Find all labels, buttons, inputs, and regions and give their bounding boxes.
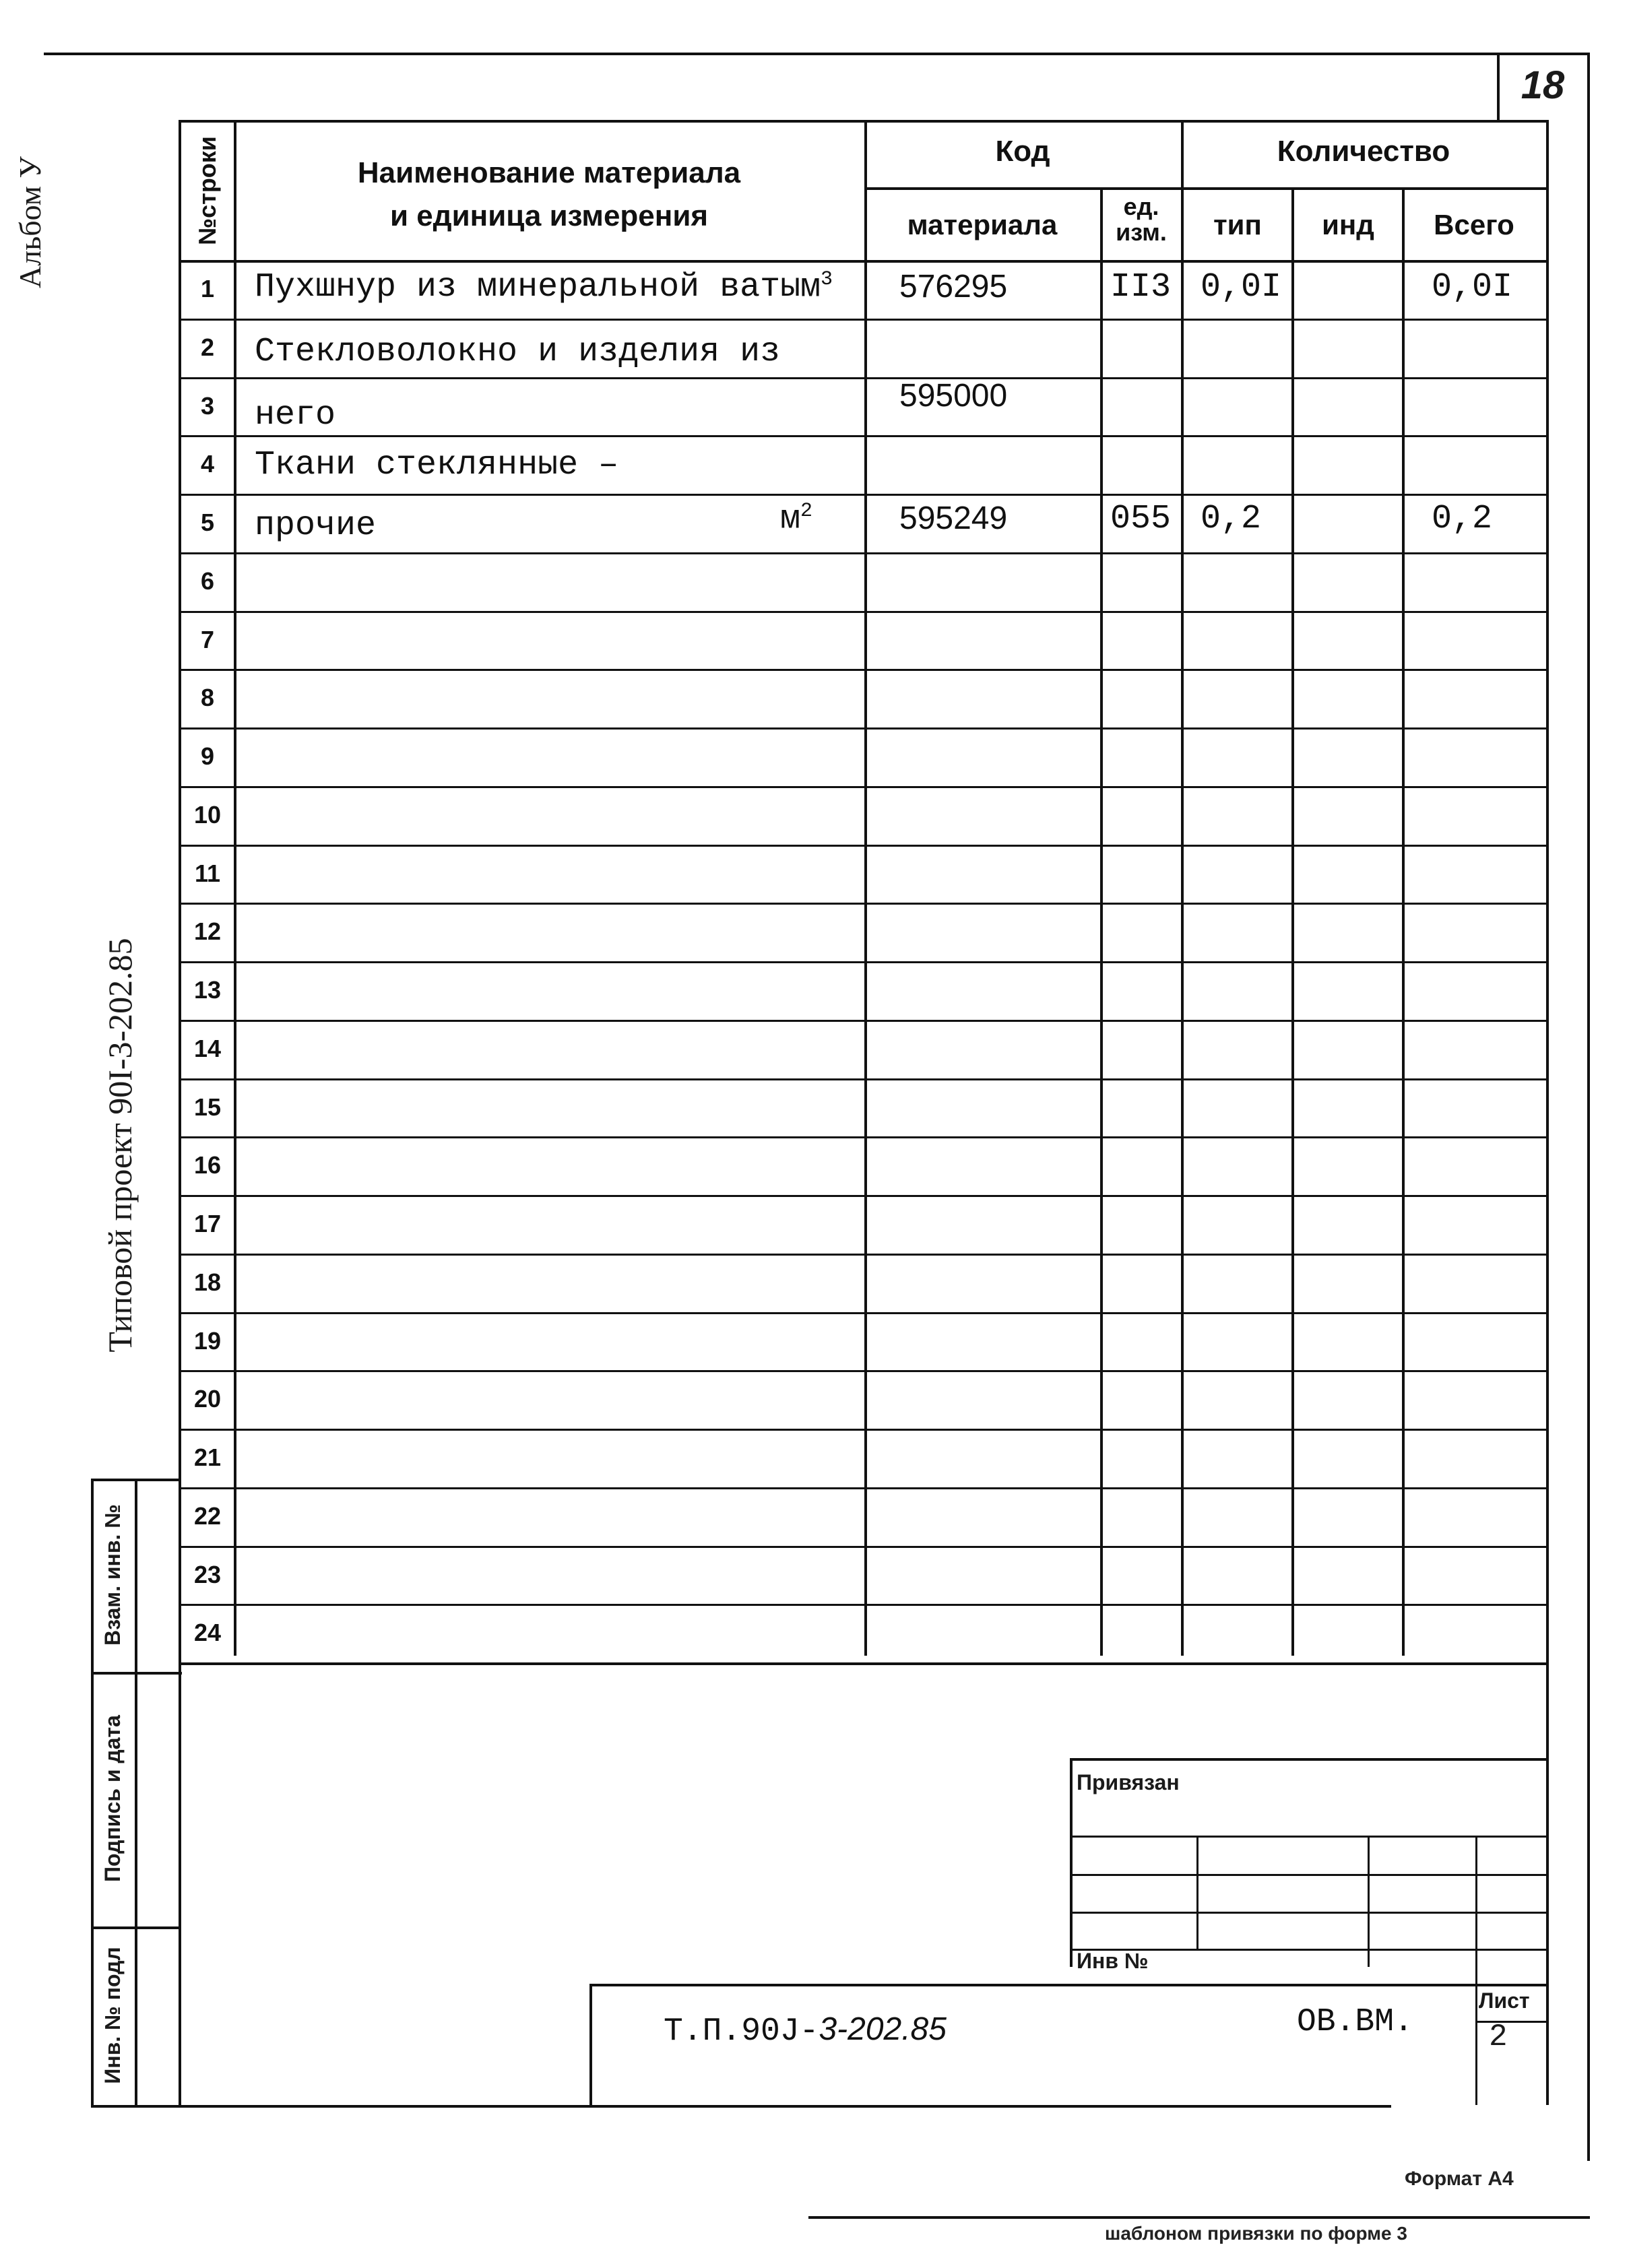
top-rule — [44, 53, 1590, 55]
table-row-number: 8 — [200, 684, 215, 711]
col-code-right — [1100, 187, 1103, 1656]
table-row-rule — [179, 1370, 1546, 1372]
table-row-rule — [179, 1312, 1546, 1314]
frame-right — [1546, 120, 1549, 2105]
header-code-unit: ед. изм. — [1116, 193, 1167, 246]
header-code-group: Код — [995, 135, 1050, 168]
table-row-number: 6 — [200, 567, 215, 595]
table-row-rule — [179, 552, 1546, 554]
table-row-number: 2 — [200, 333, 215, 361]
header-name-line2: и единица измерения — [389, 199, 709, 232]
table-row-rule — [179, 727, 1546, 730]
row-3-code: 595000 — [899, 378, 1008, 414]
tb-inv-no: Инв № — [1077, 1949, 1149, 1973]
table-row-rule — [179, 1429, 1546, 1431]
row-5-total: 0,2 — [1432, 500, 1493, 538]
tb-left — [1070, 1758, 1073, 1967]
table-row-number: 13 — [193, 976, 222, 1004]
header-qty-total: Всего — [1434, 209, 1514, 240]
table-row-number: 12 — [193, 917, 222, 945]
page-number: 18 — [1521, 63, 1565, 107]
table-row-rule — [179, 611, 1546, 613]
header-name-line1: Наименование материала — [357, 156, 741, 189]
col-tip-right — [1291, 187, 1294, 1656]
page-number-box-left — [1497, 53, 1500, 121]
tb-v-3 — [1475, 1836, 1477, 2105]
header-qty-tip: тип — [1213, 209, 1262, 240]
table-row-number: 18 — [193, 1268, 222, 1296]
header-mid-rule — [864, 187, 1546, 190]
col-ind-right — [1402, 187, 1405, 1656]
table-row-rule — [179, 786, 1546, 788]
table-row-number: 7 — [200, 626, 215, 653]
stamp-podpis-label: Подпись и дата — [100, 1715, 125, 1882]
table-bottom-rule — [179, 1662, 1546, 1665]
header-row-no: №строки — [193, 136, 221, 245]
table-row-rule — [179, 1604, 1546, 1606]
table-row-number: 21 — [193, 1444, 222, 1471]
project-label: Типовой проект 90I-3-202.85 — [101, 938, 139, 1353]
row-1-name: Пухшнур из минеральной ваты — [255, 268, 801, 306]
table-row-rule — [179, 961, 1546, 963]
album-label: Альбом У — [13, 156, 47, 288]
row-5-unit-mark: $м^2$ — [780, 500, 813, 539]
table-row-rule — [179, 845, 1546, 847]
table-row-rule — [179, 1078, 1546, 1080]
row-2-name: Стекловолокно и изделия из — [255, 333, 781, 371]
stamp-inv-label: Инв. № подл — [100, 1947, 125, 2084]
table-row-rule — [179, 494, 1546, 496]
row-5-name: прочие — [255, 507, 377, 545]
row-5-tip: 0,2 — [1201, 500, 1262, 538]
table-row-number: 10 — [193, 801, 222, 829]
tb-rule-2 — [1070, 1874, 1546, 1876]
tb-doc-left — [589, 1984, 592, 2105]
table-row-number: 5 — [200, 509, 215, 536]
col-unit-right — [1181, 120, 1184, 1656]
col-rowno-right — [234, 120, 236, 1656]
table-row-number: 4 — [200, 450, 215, 478]
footer-note: шаблоном привязки по форме 3 — [1105, 2223, 1407, 2244]
footer-format: Формат А4 — [1405, 2168, 1514, 2190]
table-row-number: 15 — [193, 1093, 222, 1121]
tb-list-number: 2 — [1489, 2019, 1508, 2054]
tb-doc-code: Т.П.90J-3-202.85 — [664, 2011, 947, 2050]
tb-rule-1 — [1070, 1836, 1546, 1838]
frame-top — [179, 120, 1549, 123]
table-row-number: 11 — [194, 860, 221, 887]
tb-list-label: Лист — [1479, 1988, 1530, 2013]
table-row-rule — [179, 1254, 1546, 1256]
page-number-box-right — [1587, 53, 1590, 2161]
header-qty-group: Количество — [1277, 135, 1450, 168]
table-row-rule — [179, 1546, 1546, 1548]
tb-rule-3 — [1070, 1912, 1546, 1914]
tb-v-1 — [1196, 1836, 1198, 1949]
table-row-number: 20 — [193, 1385, 222, 1413]
table-row-number: 1 — [200, 275, 215, 302]
header-bottom-rule — [179, 260, 1546, 263]
row-5-code: 595249 — [899, 500, 1008, 536]
table-row-rule — [179, 319, 1546, 321]
header-qty-ind: инд — [1322, 209, 1374, 240]
table-row-number: 24 — [193, 1619, 222, 1646]
table-row-rule — [179, 1487, 1546, 1489]
table-row-rule — [179, 1020, 1546, 1022]
table-row-rule — [179, 1136, 1546, 1138]
table-row-number: 23 — [193, 1561, 222, 1588]
stamp-vzam-label: Взам. инв. № — [100, 1504, 125, 1646]
col-name-right — [864, 120, 867, 1656]
table-row-rule — [179, 377, 1546, 379]
tb-v-2 — [1368, 1836, 1370, 1967]
tb-list-rule — [1475, 2021, 1546, 2023]
tb-section: ОВ.ВМ. — [1297, 2004, 1413, 2040]
frame-left — [179, 120, 181, 2105]
tb-doc-top — [589, 1984, 1546, 1986]
table-row-number: 14 — [193, 1035, 222, 1062]
table-row-rule — [179, 435, 1546, 437]
header-code-material: материала — [907, 209, 1058, 240]
table-row-rule — [179, 1195, 1546, 1197]
table-row-rule — [179, 669, 1546, 671]
table-row-rule — [179, 903, 1546, 905]
row-1-total: 0,0I — [1432, 268, 1513, 306]
table-row-number: 19 — [193, 1327, 222, 1355]
row-1-unit-mark: $м^3$ — [800, 268, 833, 307]
table-row-number: 3 — [200, 392, 215, 420]
row-4-name: Ткани стеклянные – — [255, 446, 619, 484]
row-3-name: него — [255, 396, 336, 434]
row-1-tip: 0,0I — [1201, 268, 1282, 306]
table-row-number: 22 — [193, 1502, 222, 1530]
tb-privyazan: Привязан — [1077, 1770, 1180, 1794]
row-5-unit-code: 055 — [1110, 500, 1172, 538]
stamp-bottom — [91, 2105, 1391, 2108]
row-1-code: 576295 — [899, 269, 1008, 304]
footer-rule — [808, 2216, 1590, 2219]
table-row-number: 16 — [193, 1151, 222, 1179]
row-1-unit-code: II3 — [1110, 268, 1172, 306]
tb-top — [1070, 1758, 1546, 1761]
table-row-number: 9 — [200, 742, 215, 770]
table-row-number: 17 — [193, 1210, 222, 1237]
stamp-col-right — [135, 1479, 137, 2105]
